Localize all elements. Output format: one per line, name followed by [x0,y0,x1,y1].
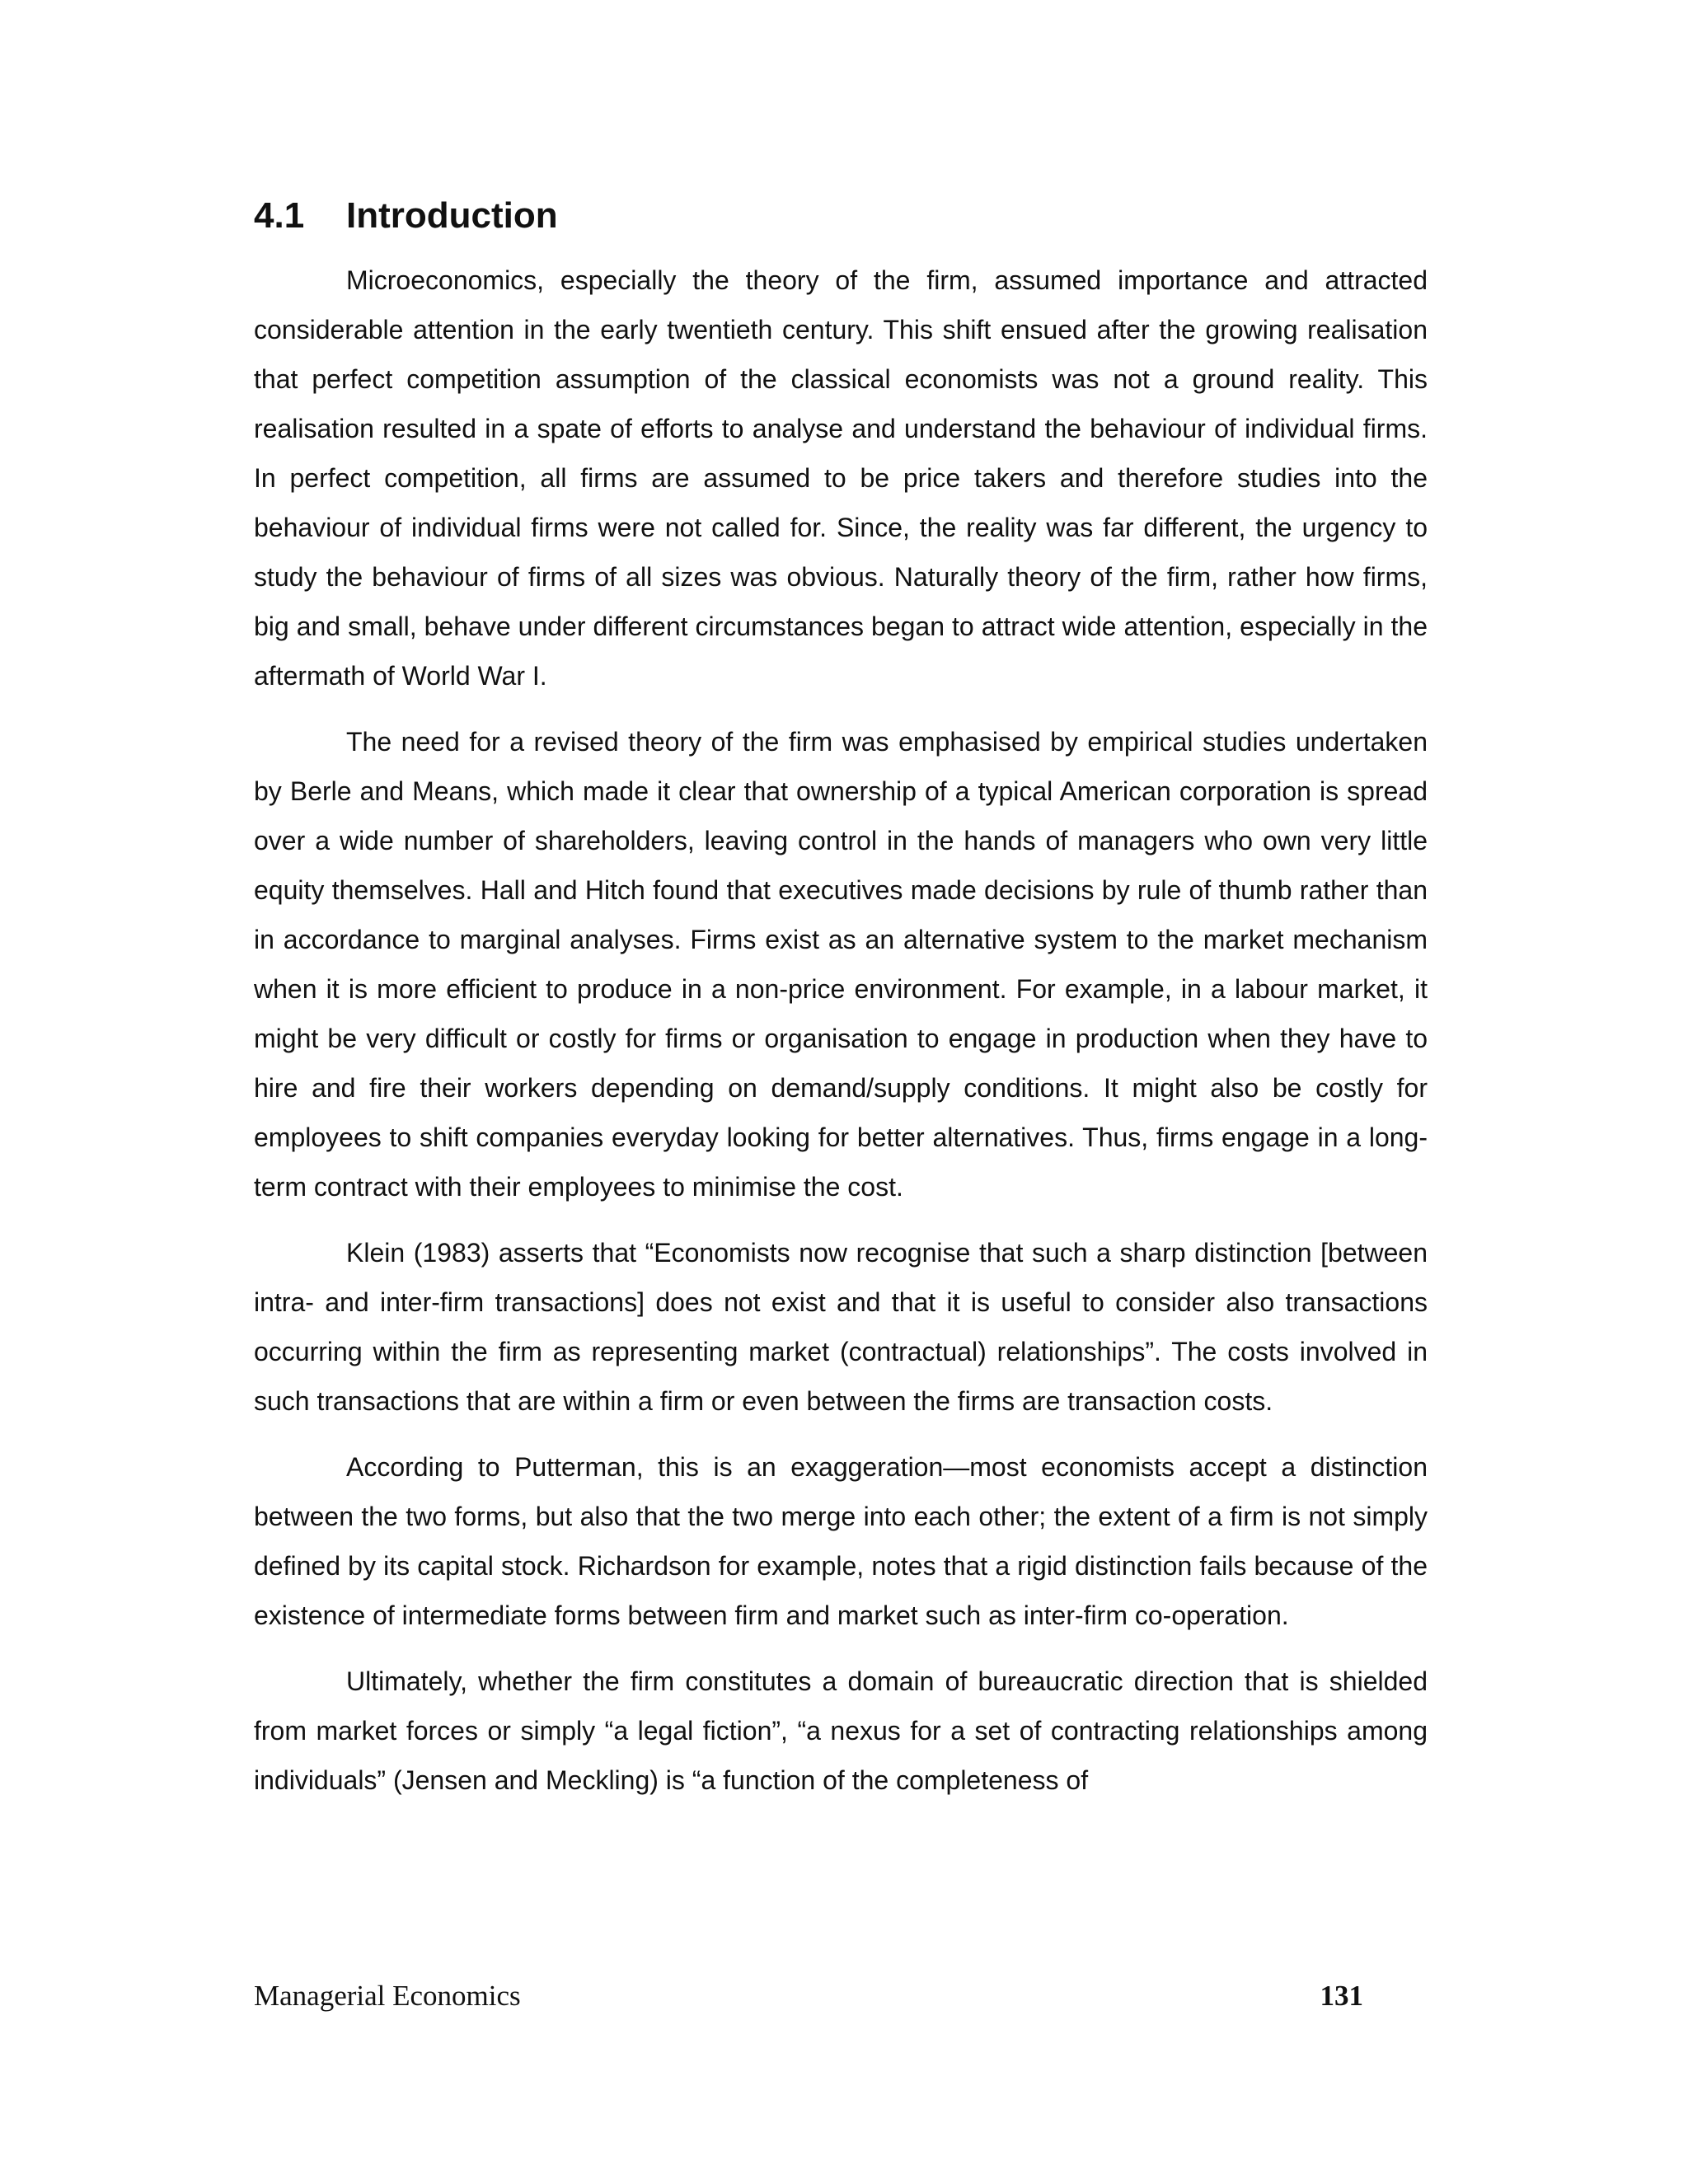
section-number: 4.1 [254,195,305,236]
paragraph-5: Ultimately, whether the firm constitutes a domain of bureaucratic direction that is shielded from market forces or simply “a legal fiction”, “a nexus for a set of contracting relationships among individuals” (Jensen and Meckling) is “a function of the completeness of [254,1666,1428,1795]
paragraph-3: Klein (1983) asserts that “Economists now recognise that such a sharp distinction [between intra- and inter-firm transactions] does not exist and that it is useful to consider also transactions occurring within the firm as representing market (contractual) relationships”. The costs involved in such transactions that are within a firm or even between the firms are transaction costs. [254,1238,1428,1416]
section-title: Introduction [346,195,558,236]
page-footer [254,1980,1363,2021]
paragraph-2: The need for a revised theory of the firm was emphasised by empirical studies undertaken by Berle and Means, which made it clear that ownership of a typical American corporation is spread over a wide number of shareholders, leaving control in the hands of managers who own very little equity themselves. Hall and Hitch found that executives made decisions by rule of thumb rather than in accordance to marginal analyses. Firms exist as an alternative system to the market mechanism when it is more efficient to produce in a non-price environment. For example, in a labour market, it might be very difficult or costly for firms or organisation to engage in production when they have to hire and fire their workers depending on demand/supply conditions. It might also be costly for employees to shift companies everyday looking for better alternatives. Thus, firms engage in a long-term contract with their employees to minimise the cost. [254,727,1428,1202]
footer-book-title: Managerial Economics [254,1980,521,2012]
page-number: 131 [1320,1980,1363,2012]
page-body [254,191,1428,1821]
paragraph-1: Microeconomics, especially the theory of the firm, assumed importance and attracted considerable attention in the early twentieth century. This shift ensued after the growing realisation that perfect competition assumption of the classical economists was not a ground reality. This realisation resulted in a spate of efforts to analyse and understand the behaviour of individual firms. In perfect competition, all firms are assumed to be price takers and therefore studies into the behaviour of individual firms were not called for. Since, the reality was far different, the urgency to study the behaviour of firms of all sizes was obvious. Naturally theory of the firm, rather how firms, big and small, behave under different circumstances began to attract wide attention, especially in the aftermath of World War I. [254,265,1428,691]
paragraph-4: According to Putterman, this is an exaggeration—most economists accept a distinction between the two forms, but also that the two merge into each other; the extent of a firm is not simply defined by its capital stock. Richardson for example, notes that a rigid distinction fails because of the existence of intermediate forms between firm and market such as inter-firm co-operation. [254,1452,1428,1630]
section-heading [254,191,1428,241]
